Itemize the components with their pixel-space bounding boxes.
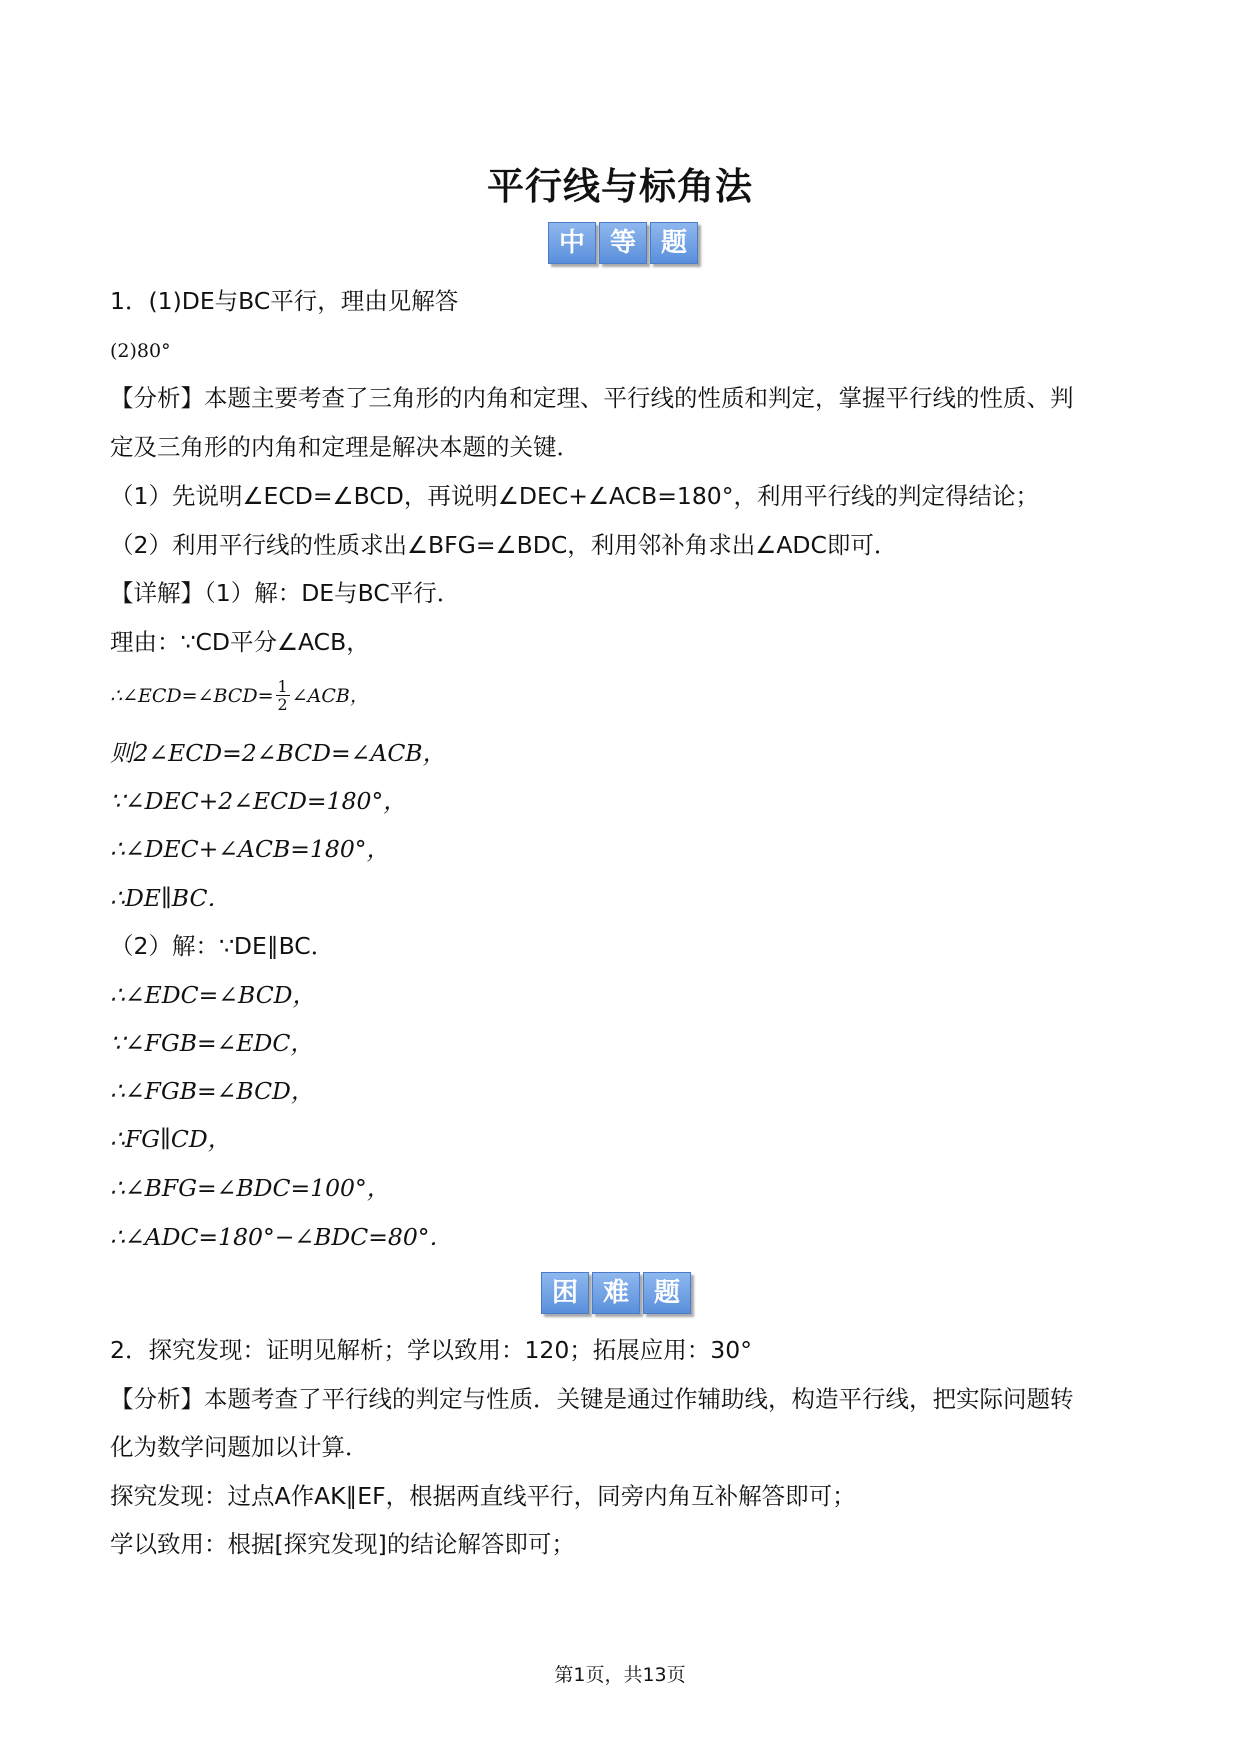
q1-detail-line1: 【详解】（1）解：DE与BC平行． <box>110 579 461 607</box>
q1-detail-line6: ∴∠DEC+∠ACB=180°， <box>110 835 391 863</box>
section-banner-char: 难 <box>592 1272 640 1314</box>
q2-analysis-line1: 【分析】本题考查了平行线的判定与性质．关键是通过作辅助线，构造平行线，把实际问题转 <box>110 1385 1074 1413</box>
q1-detail-line11: ∴∠FGB=∠BCD， <box>110 1077 315 1105</box>
section-banner-char: 等 <box>599 222 647 264</box>
q1-detail-line7: ∴DE∥BC． <box>110 884 231 912</box>
q1-detail-line12: ∴FG∥CD， <box>110 1125 232 1153</box>
fraction-denominator: 2 <box>277 695 288 714</box>
section-banner-char: 题 <box>650 222 698 264</box>
q1-answer-part1: 1．(1)DE与BC平行，理由见解答 <box>110 287 459 315</box>
q1-analysis-line2: 定及三角形的内角和定理是解决本题的关键． <box>110 433 580 461</box>
q1-detail-line2: 理由：∵CD平分∠ACB， <box>110 628 370 656</box>
q1-detail-line13: ∴∠BFG=∠BDC=100°， <box>110 1174 391 1202</box>
fraction <box>276 678 290 713</box>
q2-answer: 2．探究发现：证明见解析；学以致用：120；拓展应用：30° <box>110 1336 752 1364</box>
q1-analysis-line1: 【分析】本题主要考查了三角形的内角和定理、平行线的性质和判定，掌握平行线的性质、判 <box>110 384 1074 412</box>
section-banner-hard <box>541 1272 691 1314</box>
page-number-footer: 第1页，共13页 <box>554 1664 686 1686</box>
q1-detail-line5: ∵∠DEC+2∠ECD=180°， <box>110 787 407 815</box>
q1-detail-line3-expr: ∴∠ECD=∠BCD= <box>110 685 274 707</box>
section-banner-char: 中 <box>548 222 596 264</box>
section-banner-char: 题 <box>643 1272 691 1314</box>
page-title: 平行线与标角法 <box>487 164 753 208</box>
q1-detail-line3-tail: ∠ACB， <box>291 685 369 707</box>
section-banner-char: 困 <box>541 1272 589 1314</box>
q1-answer-part2: (2)80° <box>110 340 171 362</box>
fraction-numerator: 1 <box>277 677 288 696</box>
q2-analysis-line4: 学以致用：根据[探究发现]的结论解答即可； <box>110 1530 575 1558</box>
q1-detail-line9: ∴∠EDC=∠BCD， <box>110 981 317 1009</box>
q1-detail-line14: ∴∠ADC=180°−∠BDC=80°． <box>110 1223 454 1251</box>
q2-analysis-line2: 化为数学问题加以计算． <box>110 1433 369 1461</box>
q1-detail-line8: （2）解：∵DE∥BC． <box>110 932 335 960</box>
q2-analysis-line3: 探究发现：过点A作AK∥EF，根据两直线平行，同旁内角互补解答即可； <box>110 1482 856 1510</box>
q1-analysis-line4: （2）利用平行线的性质求出∠BFG=∠BDC，利用邻补角求出∠ADC即可． <box>110 531 898 559</box>
q1-detail-line10: ∵∠FGB=∠EDC， <box>110 1029 314 1057</box>
section-banner-medium <box>548 222 698 264</box>
q1-detail-line3 <box>110 678 369 713</box>
q1-analysis-line3: （1）先说明∠ECD=∠BCD，再说明∠DEC+∠ACB=180°，利用平行线的判定得结论； <box>110 482 1040 510</box>
q1-detail-line4: 则2∠ECD=2∠BCD=∠ACB， <box>110 739 447 767</box>
